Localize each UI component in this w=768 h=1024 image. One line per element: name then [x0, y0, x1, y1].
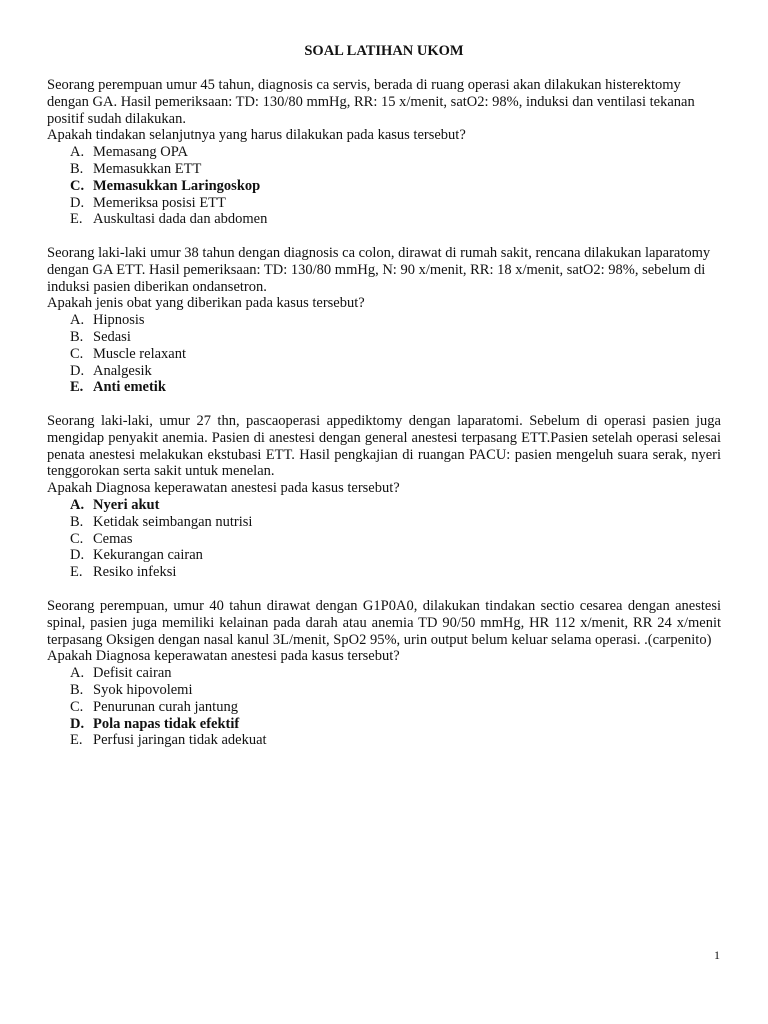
option-text: Resiko infeksi	[93, 564, 177, 581]
option-letter: B.	[70, 513, 84, 530]
option-text: Ketidak seimbangan nutrisi	[93, 513, 253, 530]
option-text: Perfusi jaringan tidak adekuat	[93, 732, 267, 749]
answer-option	[47, 547, 721, 564]
answer-option	[47, 379, 721, 396]
answer-options	[47, 312, 721, 396]
option-text: Anti emetik	[93, 379, 166, 396]
option-letter: E.	[70, 211, 83, 228]
question-2	[47, 245, 721, 396]
option-text: Cemas	[93, 530, 133, 547]
answer-options	[47, 497, 721, 581]
answer-option	[47, 312, 721, 329]
answer-option	[47, 497, 721, 514]
answer-option	[47, 178, 721, 195]
option-text: Muscle relaxant	[93, 345, 187, 362]
answer-option	[47, 329, 721, 346]
option-letter: E.	[70, 732, 83, 749]
answer-option	[47, 682, 721, 699]
answer-option	[47, 716, 721, 733]
option-text: Nyeri akut	[93, 496, 160, 513]
question-stem: Seorang perempuan umur 45 tahun, diagnosis ca servis, berada di ruang operasi akan dilakukan histerektomy dengan GA. Hasil pemeriksaan: TD: 130/80 mmHg, RR: 15 x/menit, satO2: 98%, induksi dan ventilasi tekanan positif sudah dilakukan.	[47, 77, 695, 127]
option-text: Auskultasi dada dan abdomen	[93, 211, 268, 228]
option-letter: A.	[70, 496, 85, 513]
page-title: SOAL LATIHAN UKOM	[304, 43, 464, 59]
answer-option	[47, 211, 721, 228]
option-letter: A.	[70, 665, 85, 682]
answer-option	[47, 564, 721, 581]
option-letter: C.	[70, 530, 84, 547]
question-4	[47, 598, 721, 749]
page-number: 1	[714, 948, 720, 962]
question-3	[47, 413, 721, 581]
option-text: Sedasi	[93, 328, 131, 345]
answer-options	[47, 665, 721, 749]
option-letter: D.	[70, 362, 85, 379]
question-prompt: Apakah jenis obat yang diberikan pada kasus tersebut?	[47, 295, 365, 312]
option-text: Memeriksa posisi ETT	[93, 194, 226, 211]
option-letter: D.	[70, 547, 85, 564]
answer-option	[47, 699, 721, 716]
option-letter: A.	[70, 144, 85, 161]
question-stem: Seorang laki-laki, umur 27 thn, pascaoperasi appediktomy dengan laparatomi. Sebelum di operasi pasien juga mengidap penyakit anemia. Pasien di anestesi dengan general anestesi terpasang ETT.Pasien setelah operasi selesai penata anestesi melakukan ekstubasi ETT. Hasil pengkajian di ruangan PACU: pasien mengeluh suara serak, nyeri tenggorokan serta sakit untuk menelan.	[47, 413, 721, 480]
option-letter: C.	[70, 345, 84, 362]
answer-options	[47, 144, 721, 228]
answer-option	[47, 531, 721, 548]
answer-option	[47, 195, 721, 212]
option-letter: B.	[70, 681, 84, 698]
option-text: Hipnosis	[93, 312, 145, 329]
option-letter: D.	[70, 194, 85, 211]
answer-option	[47, 665, 721, 682]
option-letter: C.	[70, 177, 85, 194]
option-text: Syok hipovolemi	[93, 681, 193, 698]
answer-option	[47, 161, 721, 178]
option-letter: C.	[70, 698, 84, 715]
option-letter: A.	[70, 312, 85, 329]
question-prompt: Apakah Diagnosa keperawatan anestesi pada kasus tersebut?	[47, 480, 400, 497]
option-text: Kekurangan cairan	[93, 547, 203, 564]
option-text: Pola napas tidak efektif	[93, 715, 240, 732]
option-letter: E.	[70, 564, 83, 581]
option-letter: E.	[70, 379, 84, 396]
option-letter: D.	[70, 715, 85, 732]
answer-option	[47, 346, 721, 363]
option-letter: B.	[70, 328, 84, 345]
question-stem: Seorang perempuan, umur 40 tahun dirawat dengan G1P0A0, dilakukan tindakan sectio cesarea dengan anestesi spinal, pasien juga memiliki kelainan pada darah atau anemia TD 90/50 mmHg, HR 112 x/menit, RR 24 x/menit terpasang Oksigen dengan nasal kanul 3L/menit, SpO2 95%, urin output belum keluar selama operasi. .(carpenito)	[47, 598, 721, 648]
option-text: Memasukkan Laringoskop	[93, 177, 261, 194]
answer-option	[47, 732, 721, 749]
option-text: Memasukkan ETT	[93, 160, 202, 177]
option-text: Memasang OPA	[93, 144, 188, 161]
option-text: Analgesik	[93, 362, 152, 379]
option-text: Penurunan curah jantung	[93, 698, 238, 715]
answer-option	[47, 144, 721, 161]
option-text: Defisit cairan	[93, 665, 172, 682]
option-letter: B.	[70, 160, 84, 177]
question-prompt: Apakah tindakan selanjutnya yang harus dilakukan pada kasus tersebut?	[47, 127, 466, 144]
question-prompt: Apakah Diagnosa keperawatan anestesi pada kasus tersebut?	[47, 648, 400, 665]
answer-option	[47, 363, 721, 380]
question-stem: Seorang laki-laki umur 38 tahun dengan diagnosis ca colon, dirawat di rumah sakit, rencana dilakukan laparatomy dengan GA ETT. Hasil pemeriksaan: TD: 130/80 mmHg, N: 90 x/menit, RR: 18 x/menit, satO2: 98%, sebelum di induksi pasien diberikan ondansetron.	[47, 245, 711, 295]
answer-option	[47, 514, 721, 531]
question-1	[47, 77, 721, 228]
